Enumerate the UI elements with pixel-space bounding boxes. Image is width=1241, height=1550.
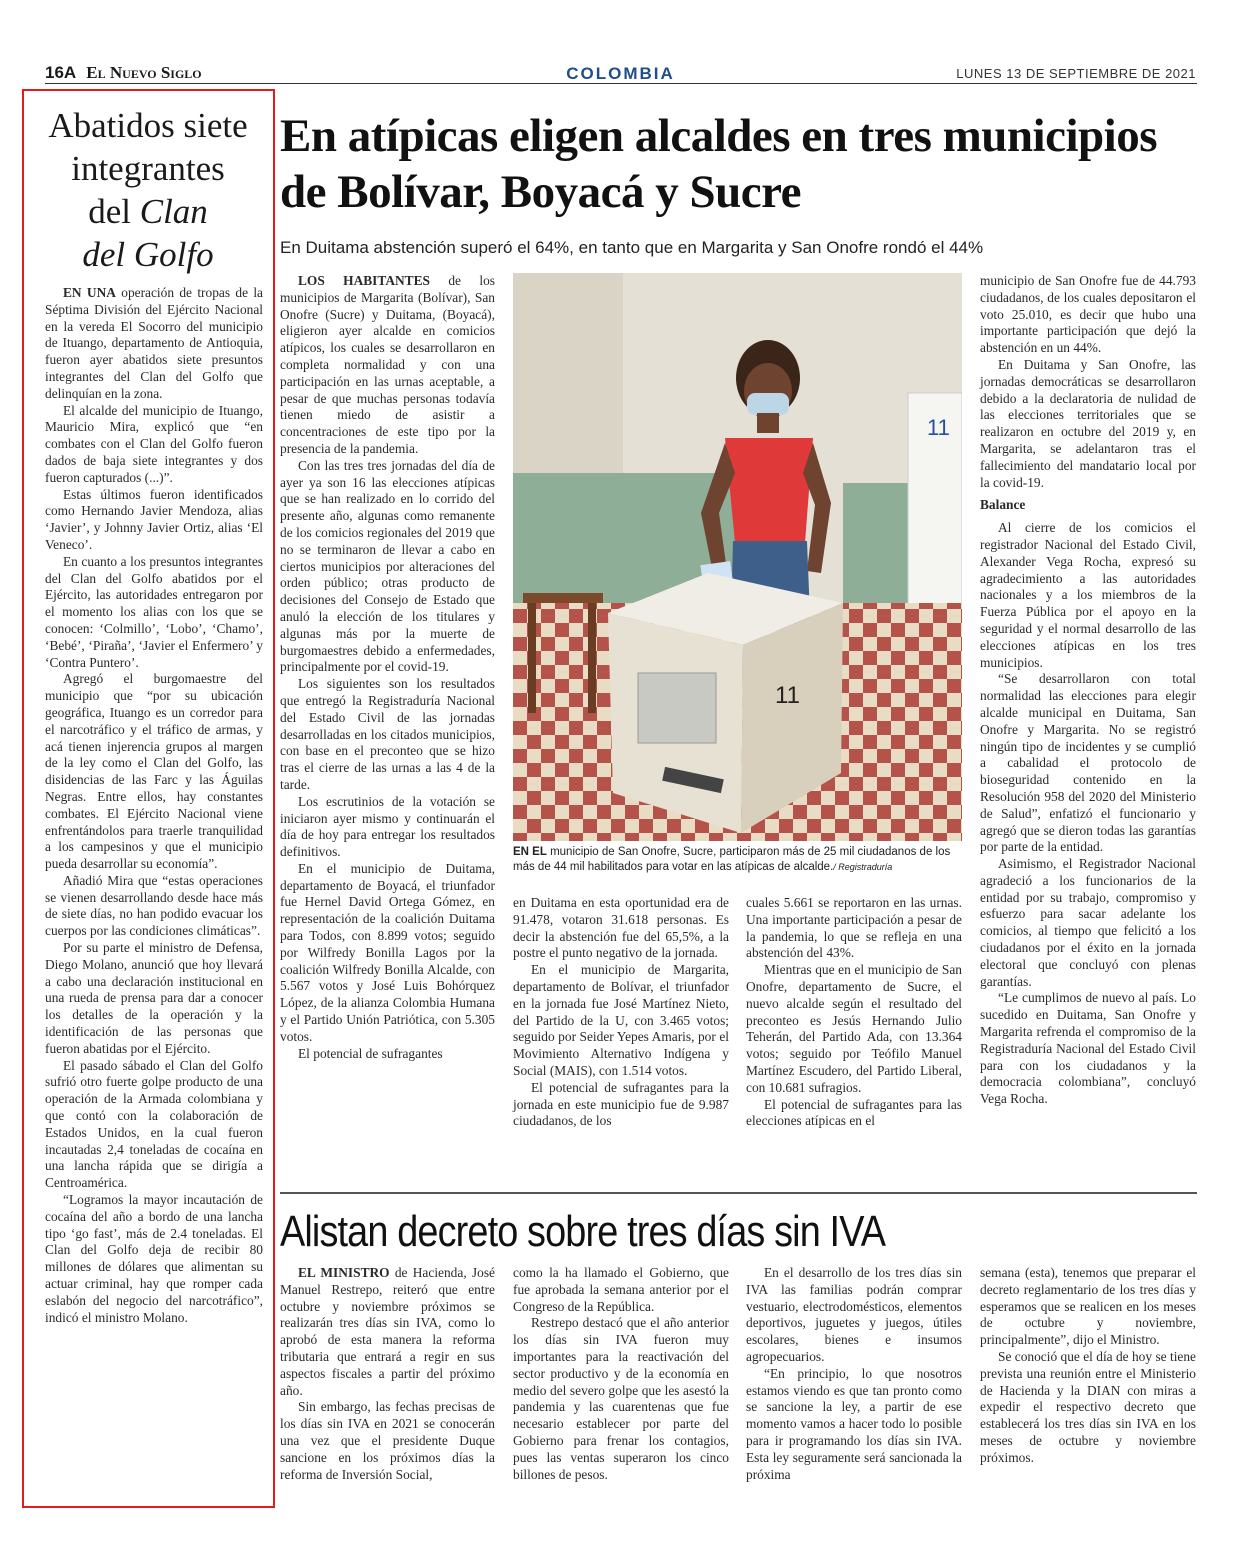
header-rule bbox=[45, 83, 1197, 84]
sidebar-article-body: EN UNA operación de tropas de la Séptima División del Ejército Nacional en la vereda El Socorro del municipio de Ituango, departamento de Antioquia, fueron ayer abatidos siete presuntos integrantes del Clan del Golfo que delinquían en la zona. El alcalde del municipio de Ituango, Mauricio Mira, explicó que “en combates con el Clan del Golfo fueron dados de baja siete integrantes y dos fueron capturados (...)”. Estas últimos fueron identificados como Hernando Javier Mendoza, alias ‘Javier’, y Johnny Javier Ortiz, alias ‘El Veneco’. En cuanto a los presuntos integrantes del Clan del Golfo abatidos por el Ejército, las autoridades entregaron por el momento los alias con los que se conocen: ‘Colmillo’, ‘Lobo’, ‘Chamo’, ‘Bebé’, ‘Piraña’, ‘Javier el Enfermero’ y ‘Contra Puntero’. Agregó el burgomaestre del municipio que “por su ubicación geográfica, Ituango es un corredor para el narcotráfico y el tráfico de armas, y acá tienen injerencia grupos al margen de la ley como el Clan del Golfo, las disidencias de las Farc y las Águilas Negras. Entre ellos, hay constantes combates. El Ejército Nacional viene enfrentándolos para traerle tranquilidad a los campesinos y que el municipio pueda desarrollar su economía”. Añadió Mira que “estas operaciones se vienen desarrollando desde hace más de siete días, no han podido evacuar los cuerpos por las condiciones climáticas”. Por su parte el ministro de Defensa, Diego Molano, anunció que hoy llevará a cabo una declaración institucional en una rueda de prensa para dar a conocer los detalles de la operación y la identificación de las personas que fueron abatidas por el Ejército. El pasado sábado el Clan del Golfo sufrió otro fuerte golpe producto de una operación de la Armada colombiana y que contó con la colaboración de Estados Unidos, en la cual fueron incautadas 2,4 toneladas de cocaína en una lancha rápida que se dirigía a Centroamérica. “Logramos la mayor incautación de cocaína del año a bordo de una lancha tipo ‘go fast’, más de 2.4 toneladas. El Clan del Golfo deja de recibir 80 millones de dólares que alimentan su actuar criminal, hay que romper cada eslabón del negocio del narcotráfico”, indicó el ministro Molano. bbox=[45, 285, 263, 1325]
article-separator bbox=[280, 1192, 1197, 1194]
photo-caption: EN EL municipio de San Onofre, Sucre, participaron más de 25 mil ciudadanos de los más de 44 mil habilitados para votar en las atípicas de alcalde./ Registraduría bbox=[513, 846, 951, 873]
newspaper-name: El Nuevo Siglo bbox=[86, 63, 202, 82]
ballot-box-number: 11 bbox=[775, 682, 800, 709]
issue-date: LUNES 13 DE SEPTIEMBRE DE 2021 bbox=[956, 66, 1196, 81]
iva-column-2: como la ha llamado el Gobierno, que fue aprobada la semana anterior por el Congreso de la República. Restrepo destacó que el año anterior los días sin IVA fueron muy importantes para la reactivación del sector productivo y de la economía en medio del severo golpe que les asestó la pandemia y las cuarentenas que fue necesario establecer por parte del Gobierno para frenar los contagios, pues las ventas superaron los cinco billones de pesos. bbox=[513, 1265, 729, 1482]
main-article-column-2: en Duitama en esta oportunidad era de 91.478, votaron 31.618 personas. Es decir la abstención fue del 65,5%, a la postre el punto negativo de la jornada. En el municipio de Margarita, departamento de Bolívar, el triunfador en la jornada fue José Martínez Nieto, del Partido de la U, con 3.465 votos; seguido por Seider Yepes Amaris, por el Movimiento Alternativo Indígena y Social (MAIS), con 1.514 votos. El potencial de sufragantes para la jornada en este municipio fue de 9.987 ciudadanos, de los bbox=[513, 895, 729, 1129]
main-article-column-3: cuales 5.661 se reportaron en las urnas. Una importante participación a pesar de la pandemia, lo que se refleja en una abstención del 43%. Mientras que en el municipio de San Onofre, departamento de Sucre, el nuevo alcalde según el resultado del preconteo es Jesús Hernando Julio Teherán, del Partido Ada, con 13.364 votos; seguido por Teófilo Manuel Martínez Escudero, del Partido Liberal, con 10.681 sufragios. El potencial de sufragantes para las elecciones atípicas en el bbox=[746, 895, 962, 1129]
page-number: 16A bbox=[45, 63, 76, 82]
iva-column-1: EL MINISTRO de Hacienda, José Manuel Restrepo, reiteró que entre octubre y noviembre próximos se realizarán tres días sin IVA, como lo aprobó de esta manera la reforma tributaria que entrará a regir en sus aspectos fiscales a partir del próximo año. Sin embargo, las fechas precisas de los días sin IVA en 2021 se conocerán una vez que el presidente Duque sancione en los próximos días la reforma de Inversión Social, bbox=[280, 1265, 495, 1482]
main-headline: En atípicas eligen alcaldes en tres municipios de Bolívar, Boyacá y Sucre bbox=[280, 110, 1157, 218]
booth-number: 11 bbox=[927, 415, 950, 440]
main-article-column-4: municipio de San Onofre fue de 44.793 ciudadanos, de los cuales depositaron el voto 25.010, es decir que hubo una importante participación que dejó la abstención en un 44%. En Duitama y San Onofre, las jornadas democráticas se desarrollaron debido a la declaratoria de nulidad de las elecciones territoriales que se realizaron en octubre del 2019 y, en Margarita, se adelantaron tras el fallecimiento del mandatario local por la covid-19. Balance Al cierre de los comicios el registrador Nacional del Estado Civil, Alexander Vega Rocha, expresó su agradecimiento a las autoridades nacionales y a los miembros de la Fuerza Pública por el apoyo en la seguridad y el normal desarrollo de las elecciones atípicas en los tres municipios. “Se desarrollaron con total normalidad las elecciones para elegir alcalde municipal en Duitama, San Onofre y Margarita. No se registró ningún tipo de incidentes y se cumplió a cabalidad el protocolo de bioseguridad contenido en la Resolución 958 del 2020 del Ministerio de Salud”, enfatizó el funcionario y agregó que se dieron todas las garantías por parte de la entidad. Asimismo, el Registrador Nacional agradeció a los funcionarios de la entidad por su trabajo, compromiso y esfuerzo para sacar adelante los comicios, al tiempo que felicitó a los ciudadanos por el éxito en la jornada electoral que concluyó con plenas garantías. “Le cumplimos de nuevo al país. Lo sucedido en Duitama, San Onofre y Margarita refrenda el compromiso de la Registraduría Nacional del Estado Civil para con los ciudadanos y la democracia colombiana”, concluyó Vega Rocha. bbox=[980, 273, 1196, 1107]
voter-photo-illustration bbox=[513, 273, 962, 841]
iva-column-4: semana (esta), tenemos que preparar el decreto reglamentario de los tres días y esperamos que se realicen en los meses de octubre y noviembre, principalmente”, dijo el Ministro. Se conoció que el día de hoy se tiene prevista una reunión entre el Ministerio de Hacienda y la DIAN con miras a expedir el respectivo decreto que establecerá los tres días sin IVA en los meses de octubre y noviembre próximos. bbox=[980, 1265, 1196, 1465]
sidebar-headline: Abatidos siete integrantes del Clan del Golfo bbox=[48, 106, 248, 274]
main-subheadline: En Duitama abstención superó el 64%, en tanto que en Margarita y San Onofre rondó el 44% bbox=[280, 238, 984, 257]
section-name: COLOMBIA bbox=[566, 64, 675, 83]
article-photo bbox=[513, 273, 962, 841]
iva-column-3: En el desarrollo de los tres días sin IVA las familias podrán comprar vestuario, electrodomésticos, elementos deportivos, juguetes y juegos, útiles escolares, bienes e insumos agropecuarios. “En principio, lo que nosotros estamos viendo es que tan pronto como se sancione la ley, a partir de ese momento vamos a hacer todo lo posible para ir programando los días sin IVA. Esta ley seguramente será sancionada la próxima bbox=[746, 1265, 962, 1482]
section-subhead: Balance bbox=[980, 497, 1026, 513]
iva-headline: Alistan decreto sobre tres días sin IVA bbox=[280, 1207, 886, 1256]
main-article-column-1: LOS HABITANTES de los municipios de Margarita (Bolívar), San Onofre (Sucre) y Duitama, (Boyacá), eligieron ayer alcalde en comicios atípicos, los cuales se desarrollaron en completa normalidad y con una participación en las urnas aceptable, a pesar de que muchas personas todavía tienen miedo de asistir a concentraciones de este tipo por la presencia de la pandemia. Con las tres tres jornadas del día de ayer ya son 16 las elecciones atípicas que se han realizado en lo corrido del presente año, algunas como remanente de los comicios regionales del 2019 que no se terminaron de llevar a cabo en ciertos municipios por alteraciones del orden público; otras producto de decisiones del Consejo de Estado que anuló la elección de los titulares y algunas más por la muerte de burgomaestres debido a enfermedades, principalmente por el covid-19. Los siguientes son los resultados que entregó la Registraduría Nacional del Estado Civil de las jornadas desarrolladas en los citados municipios, con base en el preconteo que se hizo tras el cierre de las urnas a las 4 de la tarde. Los escrutinios de la votación se iniciaron ayer mismo y continuarán el día de hoy para entregar los resultados definitivos. En el municipio de Duitama, departamento de Boyacá, el triunfador fue Hernel David Ortega Gómez, en representación de la coalición Duitama para Todos, con 8.899 votos; seguido por Wilfredy Bonilla Lagos por la coalición Wilfredy Bonilla Alcalde, con 5.567 votos y José Luis Bohórquez López, de la alianza Colombia Humana y el Partido Unión Patriótica, con 5.305 votos. El potencial de sufragantes bbox=[280, 273, 495, 1061]
